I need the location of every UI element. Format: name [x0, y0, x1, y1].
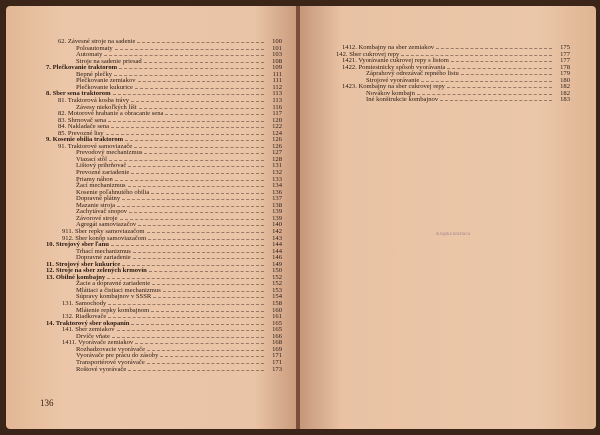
- toc-leader-dashes: [129, 212, 264, 213]
- toc-entry-title: Záprahový odrezávač repného listu: [366, 70, 459, 77]
- toc-entry-page-number: 168: [272, 339, 282, 347]
- toc-entry-page-number: 124: [272, 129, 282, 137]
- toc-entry-page-number: 132: [272, 169, 282, 176]
- toc-entry-title: 7. Plečkovanie traktorom: [46, 64, 118, 72]
- toc-entry-page-number: 111: [272, 77, 282, 85]
- toc-entry-title: Stroje na sadenie priesad: [76, 57, 142, 65]
- toc-leader-dashes: [135, 88, 264, 89]
- toc-entry-page-number: 154: [272, 293, 282, 301]
- toc-entry-title: 12. Stroje na sber zelených krmovín: [46, 267, 147, 275]
- toc-entry-page-number: 169: [272, 345, 282, 353]
- toc-entry-title: Strojové vyorávanie: [366, 76, 420, 84]
- toc-entry-title: Automaty: [76, 51, 103, 59]
- toc-leader-dashes: [147, 350, 264, 351]
- toc-entry-page-number: 116: [272, 103, 282, 111]
- toc-leader-dashes: [113, 94, 264, 95]
- toc-leader-dashes: [447, 87, 552, 88]
- toc-entry-page-number: 111: [272, 70, 282, 78]
- toc-leader-dashes: [109, 160, 264, 161]
- toc-entry-title: 1412. Kombajny na sber zemiakov: [342, 44, 435, 51]
- toc-entry-title: Závorové stroje: [76, 214, 118, 222]
- toc-entry-page-number: 171: [272, 352, 282, 360]
- toc-entry-page-number: 108: [272, 57, 282, 65]
- toc-leader-dashes: [128, 370, 264, 371]
- toc-leader-dashes: [451, 61, 552, 62]
- toc-entry-page-number: 182: [560, 89, 570, 97]
- toc-entry-page-number: 117: [272, 110, 282, 118]
- toc-leader-dashes: [125, 140, 264, 141]
- toc-entry-page-number: 103: [272, 51, 282, 59]
- toc-entry-page-number: 152: [272, 280, 282, 288]
- toc-entry-page-number: 133: [272, 175, 282, 183]
- toc-entry-page-number: 171: [272, 358, 282, 366]
- toc-entry-page-number: 142: [272, 227, 282, 235]
- toc-entry-page-number: 160: [272, 306, 282, 314]
- toc-entry-page-number: 139: [272, 208, 282, 216]
- toc-entry-page-number: 144: [272, 247, 282, 255]
- toc-leader-dashes: [133, 258, 264, 259]
- toc-entry-title: Iné konštrukcie kombajnov: [366, 96, 439, 103]
- toc-entry-title: Agregát samoviazačov: [76, 221, 137, 229]
- toc-entry-page-number: 139: [272, 214, 282, 222]
- toc-leader-dashes: [128, 166, 264, 167]
- toc-entry-title: 11. Strojový sber kukurice: [46, 260, 121, 268]
- toc-entry-page-number: 165: [272, 326, 282, 334]
- toc-entry-page-number: 177: [560, 57, 570, 64]
- toc-entry-page-number: 122: [272, 123, 282, 131]
- toc-entry-page-number: 158: [272, 300, 282, 307]
- toc-entry-page-number: 144: [272, 241, 282, 249]
- toc-entry-title: Priamy náhon: [76, 175, 113, 183]
- toc-leader-dashes: [133, 252, 264, 253]
- left-page: [6, 6, 298, 429]
- toc-entry-title: 912. Sber konôp samoviazačom: [62, 234, 147, 242]
- toc-entry-page-number: 113: [272, 90, 282, 98]
- toc-leader-dashes: [436, 48, 552, 49]
- toc-leader-dashes: [106, 134, 264, 135]
- toc-entry-page-number: 120: [272, 116, 282, 124]
- toc-entry-title: Rozhadzovacie vyorávače: [76, 345, 146, 353]
- toc-entry-page-number: 113: [272, 96, 282, 104]
- toc-leader-dashes: [461, 74, 552, 75]
- toc-leader-dashes: [152, 284, 264, 285]
- toc-entry-title: 9. Kosenie obilia traktorom: [46, 136, 124, 144]
- toc-leader-dashes: [401, 55, 552, 56]
- toc-entry-title: 132. Riadkovače: [62, 313, 107, 321]
- toc-leader-dashes: [160, 356, 264, 357]
- toc-leader-dashes: [134, 147, 264, 148]
- toc-entry-page-number: 149: [272, 260, 282, 268]
- toc-entry-page-number: 112: [272, 83, 282, 91]
- toc-entry-page-number: 138: [272, 201, 282, 209]
- toc-leader-dashes: [115, 180, 264, 181]
- toc-leader-dashes: [122, 265, 264, 266]
- toc-entry-page-number: 136: [272, 188, 282, 196]
- toc-leader-dashes: [122, 199, 264, 200]
- toc-leader-dashes: [137, 42, 264, 43]
- toc-leader-dashes: [144, 153, 264, 154]
- toc-leader-dashes: [151, 193, 264, 194]
- toc-leader-dashes: [108, 304, 264, 305]
- right-page: [300, 6, 596, 429]
- toc-leader-dashes: [117, 206, 264, 207]
- toc-leader-dashes: [151, 311, 264, 312]
- toc-entry-title: Transportérové vyorávače: [76, 358, 145, 366]
- toc-entry-page-number: 152: [272, 273, 282, 281]
- toc-entry-title: Viazací stôl: [76, 155, 107, 163]
- toc-entry-title: Kosenie poľahnutého obilia: [76, 188, 150, 196]
- toc-leader-dashes: [108, 121, 264, 122]
- toc-entry-title: Zachytávač snopov: [76, 208, 128, 216]
- toc-entry-title: 91. Traktorové samoviazače: [58, 142, 133, 150]
- toc-entry-page-number: 143: [272, 234, 282, 242]
- toc-leader-dashes: [111, 127, 264, 128]
- toc-entry-title: Plečkovanie zemiakov: [76, 77, 136, 85]
- toc-entry-title: 911. Sber repky samoviazačom: [62, 227, 145, 235]
- toc-entry-title: 141. Sber zemiakov: [62, 326, 115, 334]
- toc-entry-page-number: 128: [272, 155, 282, 163]
- toc-entry-title: Prevozné zariadenie: [76, 169, 130, 176]
- toc-leader-dashes: [135, 343, 264, 344]
- toc-leader-dashes: [144, 62, 264, 63]
- toc-entry-title: Dopravné zariadenie: [76, 254, 131, 262]
- page-number: 136: [40, 398, 54, 408]
- toc-entry-page-number: 134: [272, 182, 282, 190]
- toc-entry-page-number: 161: [272, 313, 282, 321]
- toc-leader-dashes: [128, 186, 264, 187]
- toc-leader-dashes: [120, 219, 264, 220]
- toc-leader-dashes: [112, 337, 264, 338]
- toc-entry-page-number: 165: [272, 319, 282, 327]
- toc-leader-dashes: [417, 94, 552, 95]
- toc-entry-page-number: 109: [272, 64, 282, 72]
- toc-leader-dashes: [111, 245, 264, 246]
- toc-entry-page-number: 127: [272, 149, 282, 157]
- toc-entry-title: 1411. Vyorávače zemiakov: [62, 339, 134, 347]
- toc-entry-page-number: 177: [560, 50, 570, 58]
- toc-entry-title: Roštové vyorávače: [76, 365, 127, 373]
- toc-entry-page-number: 179: [560, 70, 570, 77]
- toc-entry-title: 1422. Pomiestnicky spôsob vyorávania: [342, 63, 446, 71]
- toc-entry-page-number: 146: [272, 254, 282, 262]
- toc-entry-page-number: 150: [272, 267, 282, 275]
- toc-leader-dashes: [165, 114, 264, 115]
- toc-leader-dashes: [107, 278, 264, 279]
- toc-leader-dashes: [440, 100, 552, 101]
- toc-leader-dashes: [163, 291, 264, 292]
- toc-leader-dashes: [139, 108, 264, 109]
- toc-leader-dashes: [104, 55, 264, 56]
- toc-entry-page-number: 137: [272, 195, 282, 203]
- toc-entry-title: Žacie a dopravné zariadenie: [76, 280, 151, 288]
- toc-leader-dashes: [147, 363, 264, 364]
- toc-entry-title: 62. Závesné stroje na sadenie: [58, 38, 136, 45]
- toc-entry-page-number: 180: [560, 76, 570, 84]
- toc-entry-title: Novákov kombajn: [366, 89, 415, 97]
- toc-leader-dashes: [114, 75, 264, 76]
- toc-entry-title: Plečkovanie kukurice: [76, 83, 133, 91]
- toc-leader-dashes: [138, 81, 264, 82]
- toc-entry-title: Lištový prihrňovač: [76, 162, 127, 170]
- toc-entry-page-number: 175: [560, 44, 570, 51]
- toc-entry-title: Trhací mechanizmus: [76, 247, 131, 255]
- toc-entry-title: 142. Sber cukrovej repy: [336, 50, 400, 58]
- toc-leader-dashes: [131, 173, 264, 174]
- toc-entry-title: 13. Obilné kombajny: [46, 273, 106, 281]
- toc-leader-dashes: [131, 324, 264, 325]
- toc-entry: [76, 366, 282, 373]
- toc-leader-dashes: [149, 271, 264, 272]
- toc-entry-title: Vyorávače pre prácu do zásoby: [76, 352, 159, 360]
- toc-leader-dashes: [447, 68, 552, 69]
- toc-entry-title: 8. Sber sena traktorom: [46, 90, 111, 98]
- toc-entry-title: Prevodový mechanizmus: [76, 149, 143, 157]
- toc-entry-page-number: 126: [272, 142, 282, 150]
- toc-entry-page-number: 178: [560, 63, 570, 71]
- toc-entry-title: 81. Traktorová kosba trávy: [58, 96, 130, 104]
- toc-entry-title: 10. Strojový sber ľanu: [46, 241, 109, 249]
- toc-leader-dashes: [148, 239, 264, 240]
- toc-entry-title: Žací mechanizmus: [76, 182, 126, 190]
- toc-entry-title: Bepné plečky: [76, 70, 113, 78]
- toc-entry-title: Závesy niekoľkých líšt: [76, 103, 137, 111]
- toc-leader-dashes: [138, 225, 264, 226]
- toc-entry-title: 83. Shrnovač sena: [58, 116, 107, 124]
- toc-entry-page-number: 126: [272, 136, 282, 144]
- toc-leader-dashes: [115, 49, 264, 50]
- toc-entry-page-number: 183: [560, 96, 570, 103]
- toc-leader-dashes: [147, 232, 264, 233]
- toc-entry-title: 1423. Kombajny na sber cukrovej repy: [342, 83, 445, 90]
- toc-entry-page-number: 166: [272, 332, 282, 340]
- toc-entry-title: 85. Prevozné lisy: [58, 129, 104, 137]
- toc-leader-dashes: [108, 317, 264, 318]
- toc-entry-title: 84. Nakladače sena: [58, 123, 110, 131]
- toc-entry-page-number: 100: [272, 38, 282, 45]
- toc-entry-title: 82. Motorové hrabanie a obracanie sena: [58, 110, 164, 118]
- toc-leader-dashes: [119, 68, 264, 69]
- toc-entry: [366, 96, 570, 103]
- toc-entry-title: Poloautomaty: [76, 44, 113, 52]
- toc-entry-page-number: 173: [272, 365, 282, 373]
- toc-leader-dashes: [153, 297, 264, 298]
- toc-entry-title: 14. Traktorový sber okopanín: [46, 319, 130, 327]
- toc-entry-title: Mazanie stroja: [76, 201, 115, 209]
- toc-entry-title: Drvíče vňate: [76, 332, 110, 340]
- toc-entry-title: 131. Samochody: [62, 300, 107, 307]
- toc-leader-dashes: [421, 81, 552, 82]
- toc-entry-page-number: 131: [272, 162, 282, 170]
- toc-entry-title: Dopravné plátny: [76, 195, 121, 203]
- toc-entry-title: Mlátiaci a čistiaci mechanizmus: [76, 286, 161, 294]
- toc-entry-page-number: 140: [272, 221, 282, 229]
- toc-leader-dashes: [131, 101, 264, 102]
- toc-entry-page-number: 182: [560, 83, 570, 90]
- toc-entry-page-number: 101: [272, 44, 282, 52]
- toc-entry-title: 1421. Vyorávanie cukrovej repy s listom: [342, 57, 449, 64]
- toc-leader-dashes: [117, 330, 264, 331]
- toc-entry-title: Súpravy kombajnov v SSSR: [76, 293, 152, 301]
- toc-entry-page-number: 153: [272, 286, 282, 294]
- toc-entry-title: Mlátenie repky kombajnom: [76, 306, 150, 314]
- library-stamp: Krajská knižnica: [436, 232, 470, 237]
